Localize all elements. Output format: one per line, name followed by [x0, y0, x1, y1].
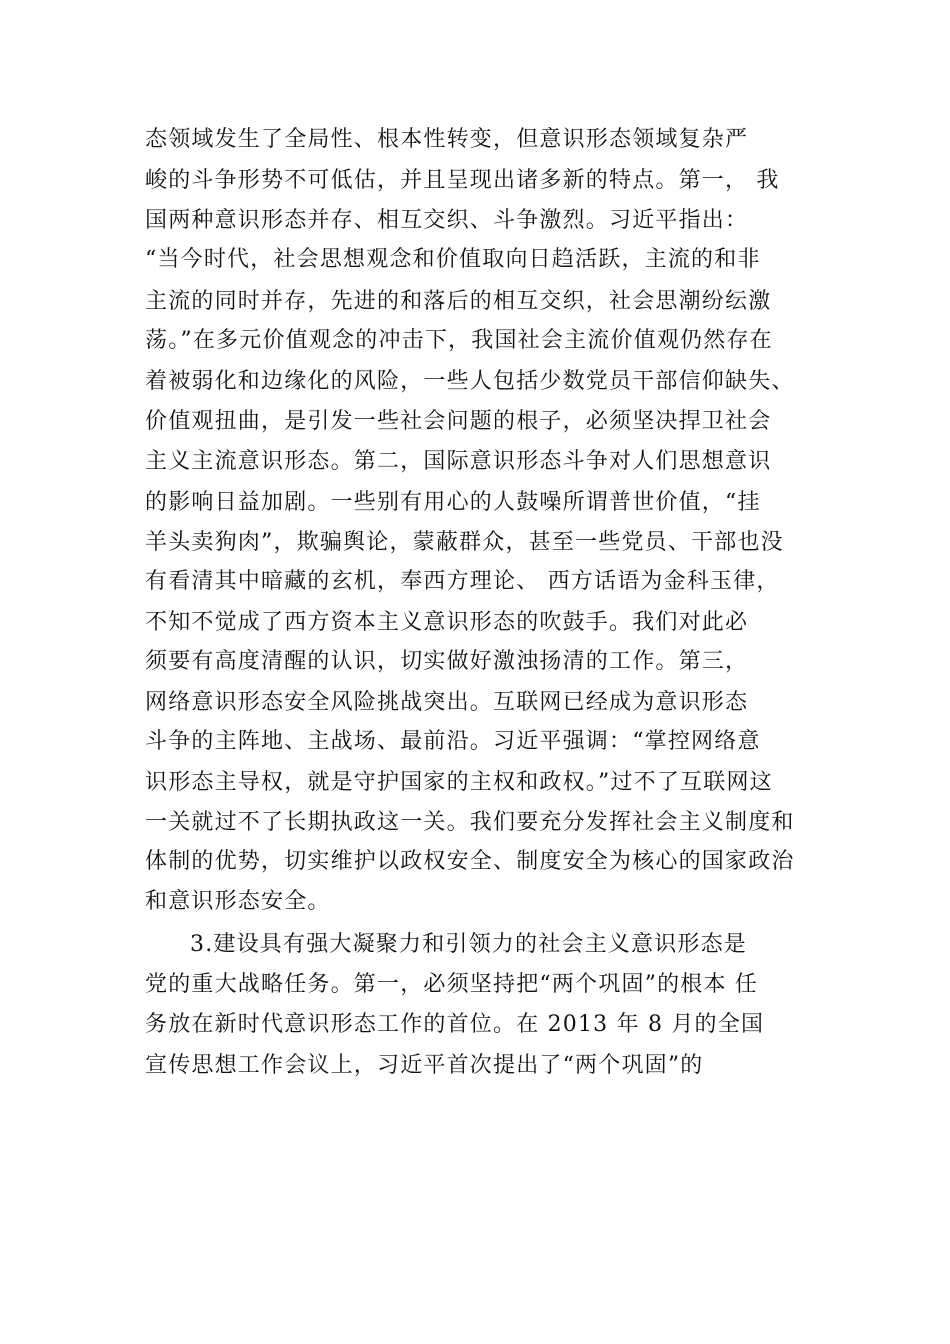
text-line: 网络意识形态安全风险挑战突出。互联网已经成为意识形态: [145, 690, 749, 715]
text-line: 识形态主导权，就是守护国家的主权和政权。”过不了互联网这: [145, 770, 773, 795]
text-line: 党的重大战略任务。第一，必须坚持把“两个巩固”的根本 任: [145, 972, 759, 997]
text-line: 价值观扭曲，是引发一些社会问题的根子，必须坚决捍卫社会: [145, 409, 772, 434]
text-line: 须要有高度清醒的认识，切实做好激浊扬清的工作。第三，: [145, 649, 749, 674]
text-line: 斗争的主阵地、主战场、最前沿。习近平强调：“掌控网络意: [145, 729, 761, 754]
text-line: 一关就过不了长期执政这一关。我们要充分发挥社会主义制度和: [145, 810, 795, 835]
text-line: 和意识形态安全。: [145, 889, 331, 914]
text-line: 的影响日益加剧。一些别有用心的人鼓噪所谓普世价值，“挂: [145, 490, 761, 515]
text-line: 主义主流意识形态。第二，国际意识形态斗争对人们思想意识: [145, 449, 772, 474]
text-line: 宣传思想工作会议上，习近平首次提出了“两个巩固”的: [145, 1053, 704, 1078]
text-line: 国两种意识形态并存、相互交织、斗争激烈。习近平指出：: [145, 208, 749, 233]
text-line: “当今时代，社会思想观念和价值取向日趋活跃，主流的和非: [145, 247, 761, 272]
text-line: 体制的优势，切实维护以政权安全、制度安全为核心的国家政治: [145, 849, 795, 874]
text-line: 不知不觉成了西方资本主义意识形态的吹鼓手。我们对此必: [145, 610, 749, 635]
text-line: 务放在新时代意识形态工作的首位。在 2013 年 8 月的全国: [145, 1012, 765, 1037]
text-line: 羊头卖狗肉”，欺骗舆论，蒙蔽群众，甚至一些党员、干部也没: [145, 530, 784, 555]
text-line: 荡。”在多元价值观念的冲击下，我国社会主流价值观仍然存在: [145, 328, 773, 353]
text-line: 态领域发生了全局性、根本性转变，但意识形态领域复杂严: [145, 127, 749, 152]
text-line: 有看清其中暗藏的玄机，奉西方理论、 西方话语为金科玉律，: [145, 569, 780, 594]
paragraph-start-line: 3.建设具有强大凝聚力和引领力的社会主义意识形态是: [190, 932, 747, 957]
text-line: 峻的斗争形势不可低估，并且呈现出诸多新的特点。第一， 我: [145, 168, 780, 193]
text-line: 着被弱化和边缘化的风险，一些人包括少数党员干部信仰缺失、: [145, 369, 795, 394]
text-line: 主流的同时并存，先进的和落后的相互交织，社会思潮纷纭激: [145, 289, 772, 314]
